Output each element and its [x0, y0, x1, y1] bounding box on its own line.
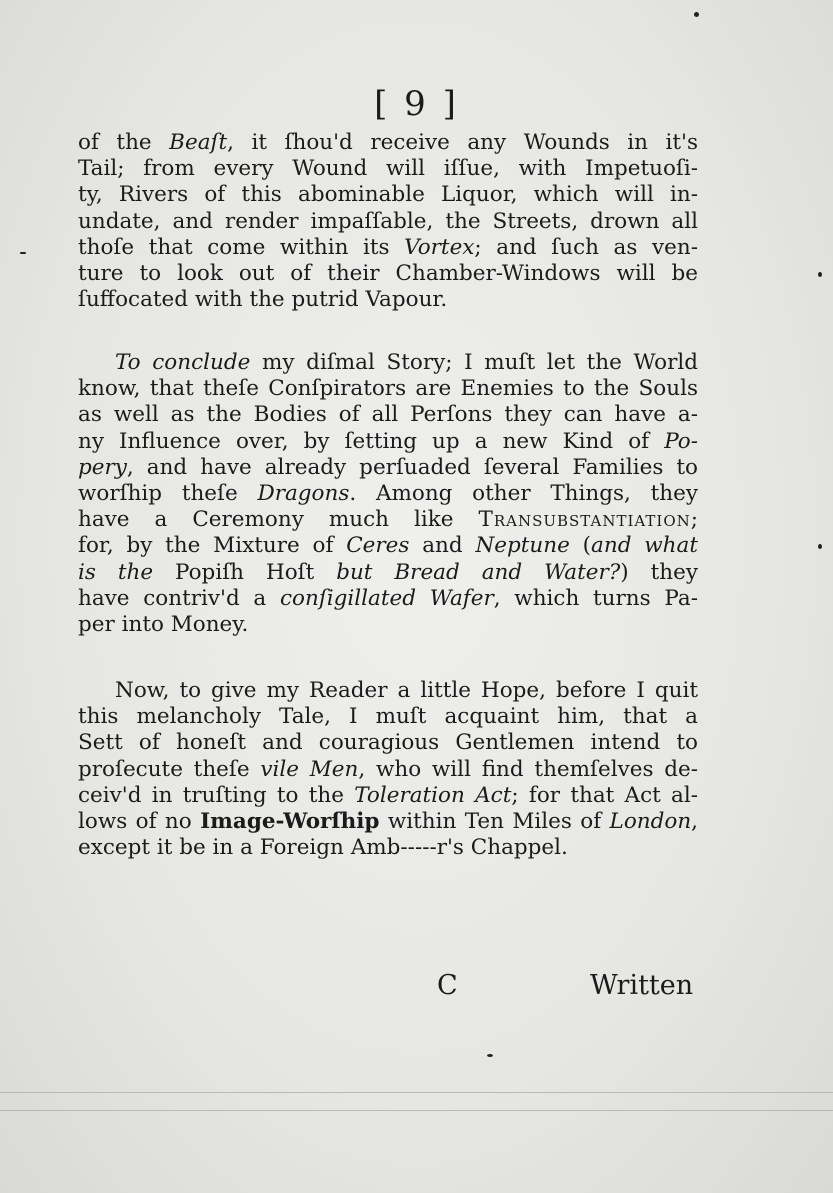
- text-line: Now, to give my Reader a little Hope, before I quit: [115, 678, 698, 703]
- text-line: of the Beaſt, it ſhou'd receive any Wounds in it's: [78, 130, 699, 155]
- text-line: know, that theſe Conſpirators are Enemies to the Souls: [78, 376, 698, 402]
- ink-speck: [694, 12, 699, 17]
- text-line: undate, and render impaſſable, the Streets, drown all: [78, 208, 698, 234]
- signature-mark: C: [437, 970, 458, 1001]
- text-line: To conclude my diſmal Story; I muſt let the World: [115, 350, 698, 375]
- text-line: for, by the Mixture of Ceres and Neptune (and what: [78, 533, 698, 559]
- text-line: is the Popiſh Hoſt but Bread and Water?) they: [78, 559, 698, 585]
- text-line: ſuffocated with the putrid Vapour.: [78, 287, 448, 313]
- page-number: [ 9 ]: [374, 84, 459, 124]
- page-edge-line: [0, 1092, 833, 1093]
- text-line: have contriv'd a conſigillated Wafer, which turns Pa-: [78, 585, 698, 611]
- ink-speck: [818, 544, 822, 549]
- paragraph-3: [78, 678, 698, 861]
- text-line: thoſe that come within its Vortex; and ſuch as ven-: [78, 234, 698, 260]
- text-line: have a Ceremony much like Transubstantiation;: [78, 507, 698, 533]
- text-line: lows of no Image-Worſhip within Ten Miles of London,: [78, 809, 699, 835]
- text-line: ceiv'd in truſting to the Toleration Act; for that Act al-: [78, 782, 698, 808]
- text-line: per into Money.: [78, 612, 249, 638]
- ink-speck: [487, 1054, 493, 1057]
- ink-speck: [818, 272, 822, 277]
- catchword: Written: [590, 970, 694, 1001]
- ink-speck: [20, 252, 26, 254]
- text-line: as well as the Bodies of all Perſons they can have a-: [78, 402, 698, 428]
- paragraph-2: [78, 350, 698, 638]
- text-line: ty, Rivers of this abominable Liquor, which will in-: [78, 182, 698, 208]
- text-line: ny Influence over, by ſetting up a new Kind of Po-: [78, 428, 698, 454]
- text-line: worſhip theſe Dragons. Among other Things, they: [78, 481, 698, 507]
- page-edge-line: [0, 1110, 833, 1111]
- text-line: proſecute theſe vile Men, who will find themſelves de-: [78, 756, 699, 782]
- text-line: ture to look out of their Chamber-Windows will be: [78, 261, 698, 287]
- text-line: Sett of honeſt and couragious Gentlemen intend to: [78, 730, 698, 756]
- text-line: Tail; from every Wound will iſſue, with Impetuoſi-: [78, 156, 698, 182]
- paragraph-1: [78, 130, 698, 313]
- text-line: this melancholy Tale, I muſt acquaint him, that a: [78, 704, 698, 730]
- text-line: except it be in a Foreign Amb-----r's Chappel.: [78, 835, 568, 861]
- text-line: pery, and have already perſuaded ſeveral Families to: [78, 454, 698, 480]
